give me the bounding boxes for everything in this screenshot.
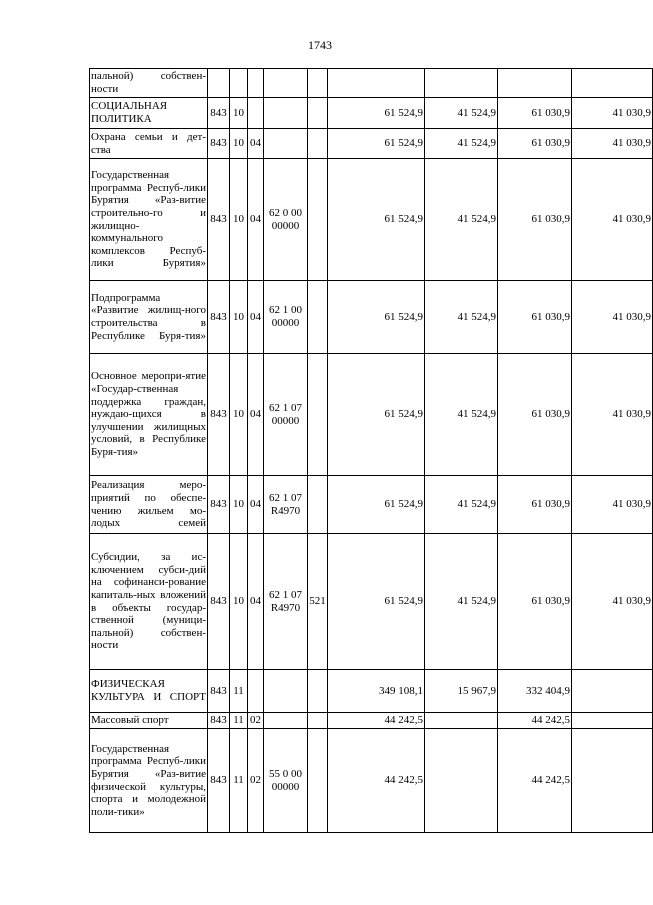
- admin-code: 843: [208, 534, 230, 670]
- amount-3: 44 242,5: [498, 729, 572, 833]
- row-name: Подпрограмма «Развитие жилищ-ного строительства в Республике Буря-тия»: [90, 281, 208, 354]
- amount-3: 61 030,9: [498, 159, 572, 281]
- amount-1: 61 524,9: [328, 159, 425, 281]
- amount-1: 61 524,9: [328, 476, 425, 534]
- amount-4: 41 030,9: [572, 354, 653, 476]
- section-code: [230, 69, 248, 98]
- section-code: 10: [230, 534, 248, 670]
- amount-2: 41 524,9: [425, 476, 498, 534]
- admin-code: 843: [208, 281, 230, 354]
- amount-1: 44 242,5: [328, 713, 425, 729]
- target-article-code: [264, 69, 308, 98]
- section-code: 10: [230, 354, 248, 476]
- row-name: Реализация меро-приятий по обеспе-чению жильем мо-лодых семей: [90, 476, 208, 534]
- row-name: Государственная программа Респуб-лики Бурятия «Раз-витие строительно-го и жилищно-коммунального комплексов Респуб-лики Бурятия»: [90, 159, 208, 281]
- amount-3: 61 030,9: [498, 476, 572, 534]
- page-number: 1743: [308, 38, 332, 52]
- expense-type-code: [308, 476, 328, 534]
- table-row: [90, 476, 653, 534]
- target-article-code: 62 1 07 R4970: [264, 476, 308, 534]
- expense-type-code: [308, 129, 328, 159]
- section-code: 11: [230, 729, 248, 833]
- table-row: [90, 534, 653, 670]
- amount-3: 61 030,9: [498, 98, 572, 129]
- target-article-code: [264, 98, 308, 129]
- admin-code: 843: [208, 129, 230, 159]
- subsection-code: [248, 98, 264, 129]
- section-code: 10: [230, 159, 248, 281]
- row-name: Основное меропри-ятие «Государ-ственная поддержка граждан, нуждаю-щихся в улучшении жилищных условий, в Республике Буря-тия»: [90, 354, 208, 476]
- amount-4: 41 030,9: [572, 534, 653, 670]
- amount-4: 41 030,9: [572, 159, 653, 281]
- amount-2: 15 967,9: [425, 670, 498, 713]
- amount-4: 41 030,9: [572, 129, 653, 159]
- amount-4: 41 030,9: [572, 281, 653, 354]
- table-row: [90, 354, 653, 476]
- table-row: [90, 729, 653, 833]
- section-code: 10: [230, 129, 248, 159]
- amount-2: [425, 729, 498, 833]
- amount-1: 61 524,9: [328, 534, 425, 670]
- subsection-code: 04: [248, 476, 264, 534]
- subsection-code: 04: [248, 129, 264, 159]
- section-code: 10: [230, 476, 248, 534]
- amount-4: [572, 670, 653, 713]
- admin-code: 843: [208, 670, 230, 713]
- amount-2: 41 524,9: [425, 534, 498, 670]
- expense-type-code: [308, 729, 328, 833]
- row-name: Охрана семьи и дет-ства: [90, 129, 208, 159]
- amount-4: 41 030,9: [572, 476, 653, 534]
- target-article-code: 62 1 07 R4970: [264, 534, 308, 670]
- subsection-code: 04: [248, 534, 264, 670]
- amount-2: 41 524,9: [425, 281, 498, 354]
- row-name: Государственная программа Респуб-лики Бурятия «Раз-витие физической культуры, спорта и молодежной поли-тики»: [90, 729, 208, 833]
- amount-2: 41 524,9: [425, 98, 498, 129]
- expense-type-code: [308, 354, 328, 476]
- amount-1: 61 524,9: [328, 281, 425, 354]
- expense-type-code: [308, 281, 328, 354]
- table-row: [90, 713, 653, 729]
- amount-1: 349 108,1: [328, 670, 425, 713]
- section-code: 10: [230, 98, 248, 129]
- subsection-code: [248, 670, 264, 713]
- subsection-code: 04: [248, 354, 264, 476]
- budget-table: [89, 68, 653, 833]
- expense-type-code: [308, 98, 328, 129]
- expense-type-code: 521: [308, 534, 328, 670]
- expense-type-code: [308, 670, 328, 713]
- amount-2: 41 524,9: [425, 354, 498, 476]
- subsection-code: 04: [248, 281, 264, 354]
- section-code: 10: [230, 281, 248, 354]
- row-name: пальной) собствен-ности: [90, 69, 208, 98]
- amount-2: 41 524,9: [425, 129, 498, 159]
- amount-2: [425, 69, 498, 98]
- section-code: 11: [230, 713, 248, 729]
- admin-code: [208, 69, 230, 98]
- amount-3: 61 030,9: [498, 129, 572, 159]
- table-row: [90, 129, 653, 159]
- table-row: [90, 98, 653, 129]
- amount-1: 44 242,5: [328, 729, 425, 833]
- amount-3: 61 030,9: [498, 354, 572, 476]
- admin-code: 843: [208, 476, 230, 534]
- target-article-code: [264, 713, 308, 729]
- amount-3: 61 030,9: [498, 281, 572, 354]
- table-row: [90, 281, 653, 354]
- subsection-code: 02: [248, 713, 264, 729]
- target-article-code: 62 0 00 00000: [264, 159, 308, 281]
- expense-type-code: [308, 159, 328, 281]
- amount-3: 332 404,9: [498, 670, 572, 713]
- subsection-code: 02: [248, 729, 264, 833]
- amount-3: 61 030,9: [498, 534, 572, 670]
- amount-2: [425, 713, 498, 729]
- row-name: Субсидии, за ис-ключением субси-дий на софинанси-рование капиталь-ных вложений в объекты государ-ственной (муници-пальной) собствен-ности: [90, 534, 208, 670]
- row-name: ФИЗИЧЕСКАЯ КУЛЬТУРА И СПОРТ: [90, 670, 208, 713]
- admin-code: 843: [208, 159, 230, 281]
- admin-code: 843: [208, 354, 230, 476]
- target-article-code: 55 0 00 00000: [264, 729, 308, 833]
- amount-3: 44 242,5: [498, 713, 572, 729]
- target-article-code: [264, 129, 308, 159]
- amount-1: 61 524,9: [328, 354, 425, 476]
- amount-3: [498, 69, 572, 98]
- admin-code: 843: [208, 729, 230, 833]
- row-name: Массовый спорт: [90, 713, 208, 729]
- amount-4: 41 030,9: [572, 98, 653, 129]
- row-name: СОЦИАЛЬНАЯ ПОЛИТИКА: [90, 98, 208, 129]
- table-row: [90, 670, 653, 713]
- table-row: [90, 69, 653, 98]
- expense-type-code: [308, 713, 328, 729]
- amount-4: [572, 713, 653, 729]
- amount-1: [328, 69, 425, 98]
- admin-code: 843: [208, 98, 230, 129]
- expense-type-code: [308, 69, 328, 98]
- subsection-code: 04: [248, 159, 264, 281]
- target-article-code: [264, 670, 308, 713]
- amount-1: 61 524,9: [328, 98, 425, 129]
- target-article-code: 62 1 07 00000: [264, 354, 308, 476]
- admin-code: 843: [208, 713, 230, 729]
- table-row: [90, 159, 653, 281]
- amount-1: 61 524,9: [328, 129, 425, 159]
- amount-4: [572, 69, 653, 98]
- section-code: 11: [230, 670, 248, 713]
- target-article-code: 62 1 00 00000: [264, 281, 308, 354]
- amount-2: 41 524,9: [425, 159, 498, 281]
- subsection-code: [248, 69, 264, 98]
- amount-4: [572, 729, 653, 833]
